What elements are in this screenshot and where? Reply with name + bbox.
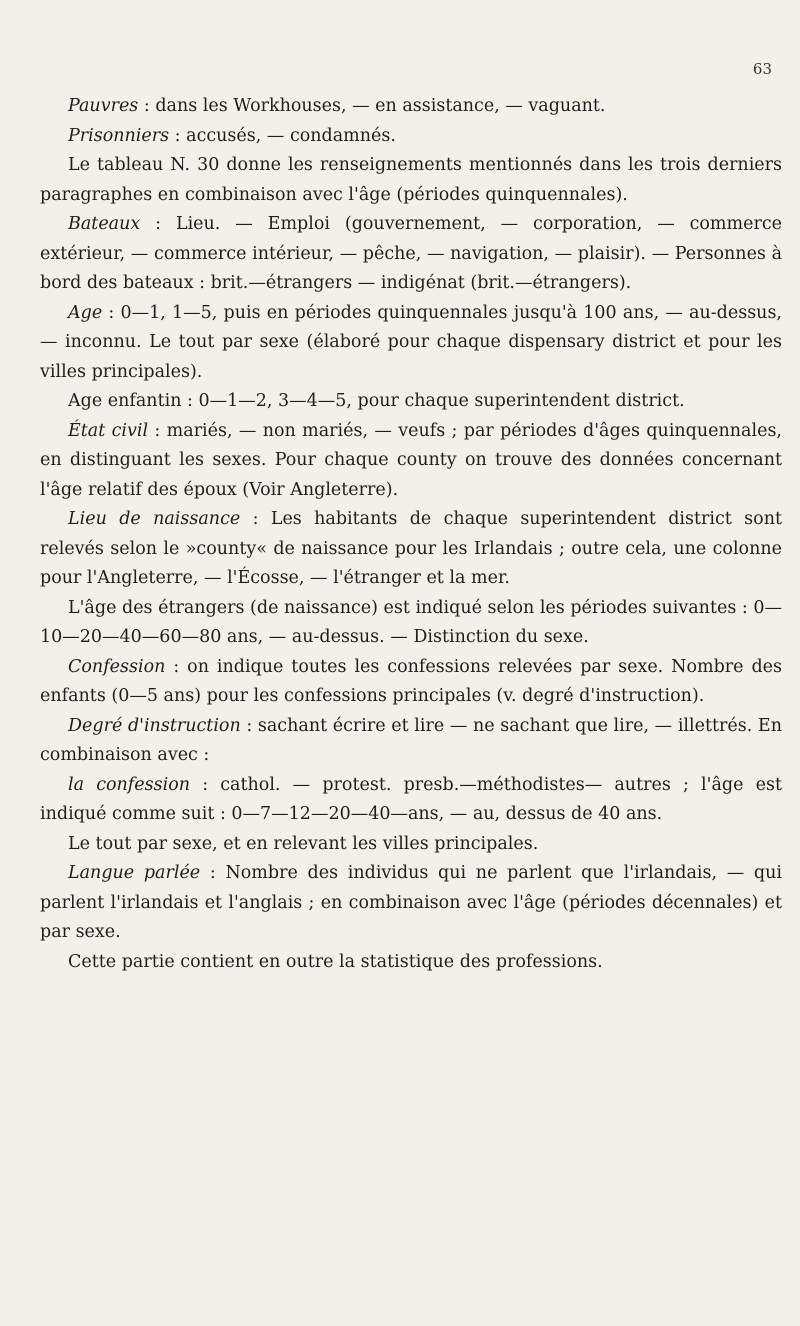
paragraph-la-confession [40,771,782,830]
paragraph-text: : dans les Workhouses, — en assistance, — vaguant. [138,96,606,116]
paragraph-age-enfantin [40,387,782,417]
term-lieu-de-naissance: Lieu de naissance [68,509,241,529]
paragraph-text: Cette partie contient en outre la statistique des professions. [68,951,603,972]
paragraph-tableau [40,151,782,210]
paragraph-text: : sachant écrire et lire — ne sachant que lire, — illettrés. En combinaison avec : [40,715,782,765]
paragraph-confession [40,653,782,712]
paragraph-pauvres [40,92,782,122]
paragraph-degre-instruction [40,712,782,771]
paragraph-text: L'âge des étrangers (de naissance) est indiqué selon les périodes suivantes : 0—10—20—40—60—80 ans, — au-dessus. — Distinction du sexe. [40,597,782,647]
paragraph-text: : Lieu. — Emploi (gouvernement, — corporation, — commerce extérieur, — commerce intérieur, — pêche, — navigation, — plaisir). — Personnes à bord des bateaux : brit.—étrangers — indigénat (brit.—étrangers). [40,214,782,293]
paragraph-age [40,299,782,388]
paragraph-text: Le tableau N. 30 donne les renseignements mentionnés dans les trois derniers paragraphes en combinaison avec l'âge (périodes quinquennales). [40,155,782,205]
paragraph-text: : Nombre des individus qui ne parlent que l'irlandais, — qui parlent l'irlandais et l'anglais ; en combinaison avec l'âge (périodes décennales) et par sexe. [40,863,783,942]
paragraph-etat-civil [40,417,782,506]
paragraph-text: : mariés, — non mariés, — veufs ; par périodes d'âges quinquennales, en distinguant les sexes. Pour chaque county on trouve des données concernant l'âge relatif des époux (Voir Angleterre). [40,420,782,500]
paragraph-le-tout [40,830,782,860]
paragraph-bateaux [40,210,782,299]
paragraph-text: : cathol. — protest. presb.—méthodistes— autres ; l'âge est indiqué comme suit : 0—7—12—20—40—ans, — au, dessus de 40 ans. [40,774,782,824]
text-body [40,92,782,977]
paragraph-text: Le tout par sexe, et en relevant les villes principales. [68,833,539,854]
paragraph-prisonniers [40,122,782,152]
term-pauvres: Pauvres [68,96,139,116]
paragraph-text: Age enfantin : 0—1—2, 3—4—5, pour chaque superintendent district. [68,391,685,411]
term-prisonniers: Prisonniers [68,125,170,146]
paragraph-professions [40,948,782,978]
term-la-confession: la confession [68,774,191,795]
term-age: Age [68,302,103,323]
term-degre-instruction: Degré d'instruction [68,715,241,736]
paragraph-age-etrangers [40,594,782,653]
paragraph-text: : 0—1, 1—5, puis en périodes quinquennales jusqu'à 100 ans, — au-dessus, — inconnu. Le tout par sexe (élaboré pour chaque dispensary district et pour les villes principales). [40,302,782,382]
term-etat-civil: État civil [68,420,149,441]
page-number: 63 [752,60,772,78]
term-confession: Confession [68,656,166,677]
paragraph-text: : accusés, — condamnés. [169,125,396,146]
term-langue-parlee: Langue parlée [68,863,201,883]
paragraph-langue-parlee [40,859,782,948]
paragraph-text: : Les habitants de chaque superintendent district sont relevés selon le »county« de naissance pour les Irlandais ; outre cela, une colonne pour l'Angleterre, — l'Écosse, — l'étranger et la mer. [40,509,783,588]
paragraph-lieu-de-naissance [40,505,782,594]
term-bateaux: Bateaux [68,214,141,234]
paragraph-text: : on indique toutes les confessions relevées par sexe. Nombre des enfants (0—5 ans) pour les confessions principales (v. degré d'instruction). [40,656,782,706]
